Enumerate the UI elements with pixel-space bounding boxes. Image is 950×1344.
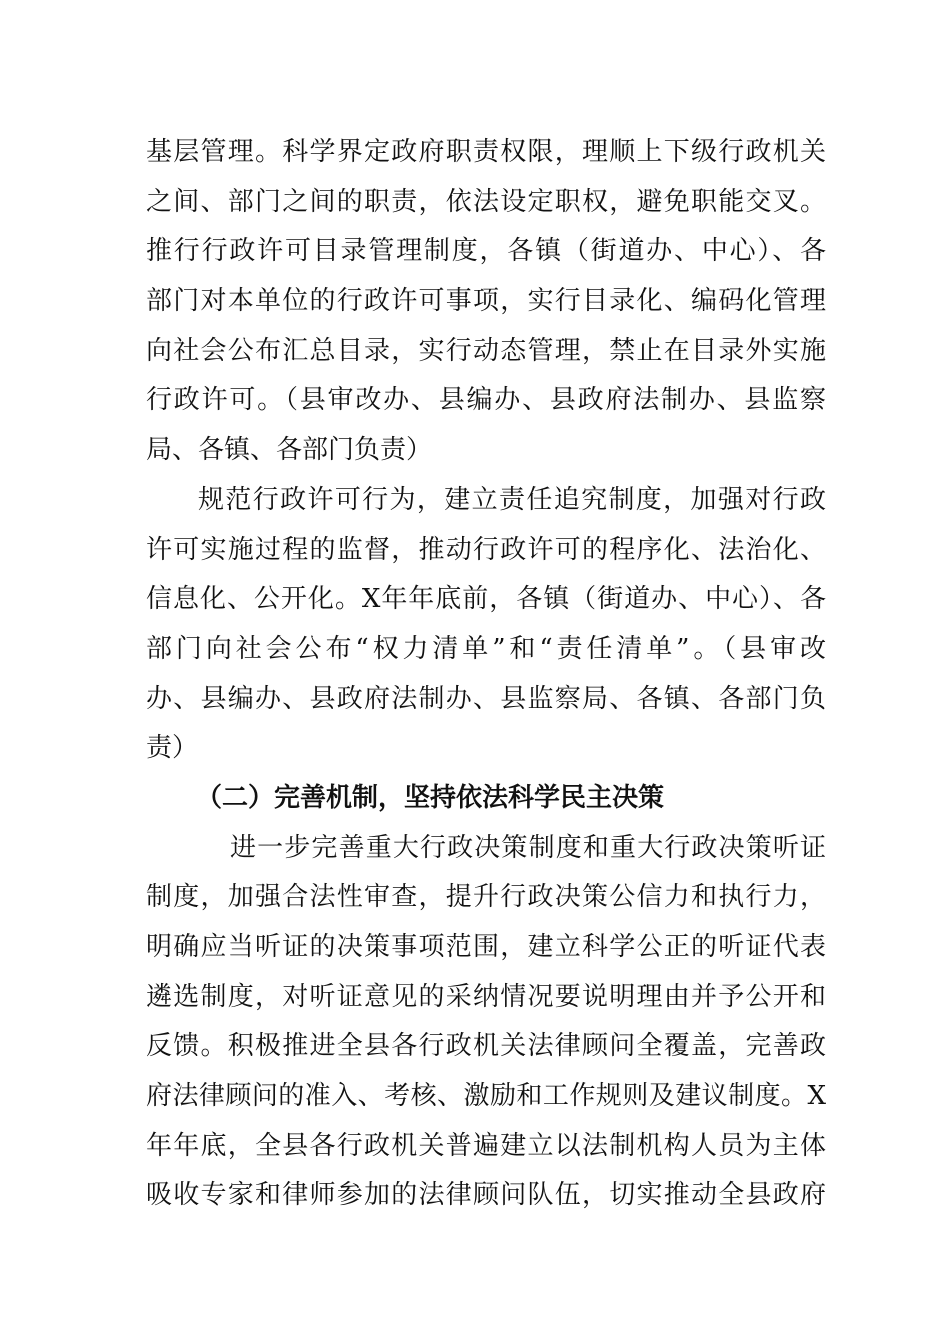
text-line: 制度，加强合法性审查，提升行政决策公信力和执行力，: [146, 882, 826, 912]
text-line: 之间、部门之间的职责，依法设定职权，避免职能交叉。: [146, 187, 826, 217]
text-line: 向社会公布汇总目录，实行动态管理，禁止在目录外实施: [146, 336, 826, 366]
text-line: 部门对本单位的行政许可事项，实行目录化、编码化管理: [146, 286, 826, 316]
text-line: 责）: [146, 733, 199, 763]
text-line: 部门向社会公布“权力清单”和“责任清单”。（县审改: [146, 634, 826, 664]
text-line: 推行行政许可目录管理制度，各镇（街道办、中心）、各: [146, 236, 826, 266]
text-line: 基层管理。科学界定政府职责权限，理顺上下级行政机关: [146, 137, 826, 167]
text-line: 府法律顾问的准入、考核、激励和工作规则及建议制度。X: [146, 1081, 826, 1111]
text-line: 明确应当听证的决策事项范围，建立科学公正的听证代表: [146, 932, 826, 962]
text-line: 许可实施过程的监督，推动行政许可的程序化、法治化、: [146, 535, 826, 565]
paragraph-first-line: 规范行政许可行为，建立责任追究制度，加强对行政: [198, 485, 826, 515]
text-line: 吸收专家和律师参加的法律顾问队伍，切实推动全县政府: [146, 1180, 826, 1210]
section-heading: （二）完善机制，坚持依法科学民主决策: [196, 783, 665, 813]
text-line: 行政许可。（县审改办、县编办、县政府法制办、县监察: [146, 385, 826, 415]
paragraph-first-line: 进一步完善重大行政决策制度和重大行政决策听证: [230, 833, 826, 863]
text-line: 局、各镇、各部门负责）: [146, 435, 433, 465]
text-line: 遴选制度，对听证意见的采纳情况要说明理由并予公开和: [146, 982, 826, 1012]
text-line: 信息化、公开化。X年年底前，各镇（街道办、中心）、各: [146, 584, 826, 614]
text-line: 反馈。积极推进全县各行政机关法律顾问全覆盖，完善政: [146, 1031, 826, 1061]
text-line: 办、县编办、县政府法制办、县监察局、各镇、各部门负: [146, 684, 826, 714]
text-line: 年年底，全县各行政机关普遍建立以法制机构人员为主体: [146, 1131, 826, 1161]
